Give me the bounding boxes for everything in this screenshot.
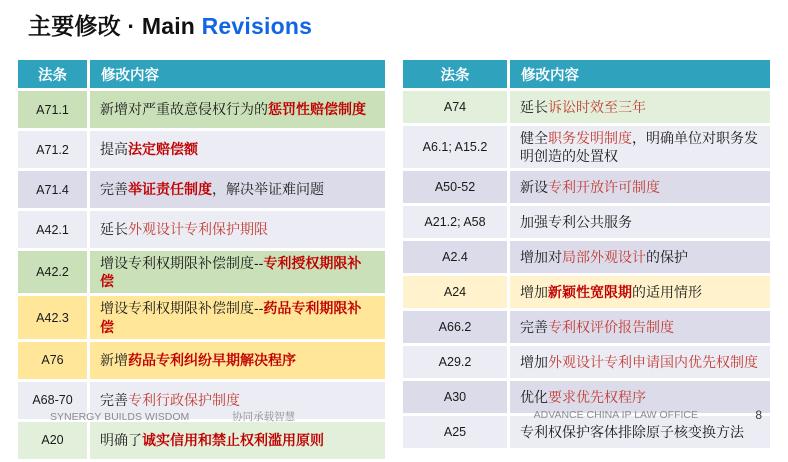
content-cell xyxy=(90,251,385,293)
table-row xyxy=(403,206,770,238)
content-cell xyxy=(510,311,770,343)
content-segment: ，明确单位对职务发明创造的处置权 xyxy=(520,130,758,165)
article-cell: A76 xyxy=(18,342,90,379)
content-segment: 药品专利期限补偿 xyxy=(100,300,362,335)
content-segment: 完善 xyxy=(100,392,128,409)
table-header-cell: 修改内容 xyxy=(90,60,385,88)
table-row xyxy=(403,91,770,123)
article-cell: A71.2 xyxy=(18,131,90,168)
revisions-table-left xyxy=(18,57,385,462)
article-cell: A50-52 xyxy=(403,171,510,203)
content-segment: 专利授权期限补偿 xyxy=(100,255,362,290)
content-segment: 诚实信用和禁止权利滥用原则 xyxy=(142,432,324,449)
article-cell: A66.2 xyxy=(403,311,510,343)
table-row xyxy=(18,251,385,293)
content-cell xyxy=(510,206,770,238)
content-segment: 健全 xyxy=(520,130,548,146)
content-segment: 增设专利权期限补偿制度-- xyxy=(100,300,264,317)
article-cell: A71.1 xyxy=(18,91,90,128)
content-segment: 新颖性宽限期 xyxy=(548,284,632,301)
article-cell: A6.1; A15.2 xyxy=(403,126,510,168)
table-header-cell: 法条 xyxy=(18,60,90,88)
content-cell xyxy=(90,211,385,248)
content-segment: 外观设计专利保护期限 xyxy=(128,221,268,238)
content-cell xyxy=(90,91,385,128)
table-row xyxy=(18,171,385,208)
content-segment: 新增对严重故意侵权行为的 xyxy=(100,101,268,118)
table-row xyxy=(18,131,385,168)
content-segment: 增加 xyxy=(520,284,548,301)
content-cell xyxy=(510,91,770,123)
page-number: 8 xyxy=(755,408,762,422)
table-row xyxy=(18,91,385,128)
content-segment: 新增 xyxy=(100,352,128,369)
content-segment: 的保护 xyxy=(646,249,688,266)
content-cell xyxy=(510,276,770,308)
content-segment: 诉讼时效至三年 xyxy=(548,98,646,115)
slide-footer xyxy=(0,404,788,428)
table-header-cell: 修改内容 xyxy=(510,60,770,88)
article-cell: A42.2 xyxy=(18,251,90,293)
article-cell: A68-70 xyxy=(18,382,90,419)
table-row xyxy=(403,241,770,273)
content-cell xyxy=(90,131,385,168)
content-segment: 完善 xyxy=(100,181,128,198)
table-header-row xyxy=(403,60,770,88)
table-row xyxy=(403,346,770,378)
content-segment: 法定赔偿额 xyxy=(128,141,198,158)
content-segment: 完善 xyxy=(520,319,548,336)
content-cell xyxy=(90,171,385,208)
revisions-table-right xyxy=(403,57,770,451)
content-segment: 的适用情形 xyxy=(632,284,702,301)
content-segment: 药品专利纠纷早期解决程序 xyxy=(128,352,296,369)
article-cell: A20 xyxy=(18,422,90,459)
article-cell: A42.3 xyxy=(18,296,90,338)
content-segment: 加强专利公共服务 xyxy=(520,214,632,231)
content-cell xyxy=(510,126,770,168)
content-segment: 明确了 xyxy=(100,432,142,449)
content-cell xyxy=(510,346,770,378)
article-cell: A29.2 xyxy=(403,346,510,378)
content-segment: 增设专利权期限补偿制度-- xyxy=(100,255,264,271)
content-segment: 惩罚性赔偿制度 xyxy=(268,101,366,118)
content-segment: 举证责任制度 xyxy=(128,181,212,198)
footer-slogan-zh: 协同承载智慧 xyxy=(232,411,296,423)
article-cell: A24 xyxy=(403,276,510,308)
content-segment: 局部外观设计 xyxy=(562,249,646,266)
table-header-row xyxy=(18,60,385,88)
page-title xyxy=(28,8,312,41)
footer-slogan-en: SYNERGY BUILDS WISDOM xyxy=(50,411,190,423)
page-title-main: 主要修改 · Main xyxy=(28,13,196,39)
content-segment: 专利行政保护制度 xyxy=(128,392,240,409)
content-segment: 专利权评价报告制度 xyxy=(548,319,674,336)
content-segment: 外观设计专利申请国内优先权制度 xyxy=(548,354,758,371)
article-cell: A30 xyxy=(403,381,510,413)
table-header-cell: 法条 xyxy=(403,60,510,88)
content-segment: 职务发明制度 xyxy=(548,130,632,146)
content-segment: ，解决举证难问题 xyxy=(212,181,324,198)
content-segment: 增加对 xyxy=(520,249,562,266)
content-segment: 优化 xyxy=(520,389,548,406)
article-cell: A42.1 xyxy=(18,211,90,248)
content-cell xyxy=(90,342,385,379)
table-row xyxy=(18,296,385,338)
article-cell: A2.4 xyxy=(403,241,510,273)
content-segment: 要求优先权程序 xyxy=(548,389,646,406)
content-segment: 专利权保护客体排除原子核变换方法 xyxy=(520,424,744,441)
page-title-accent: Revisions xyxy=(201,13,313,39)
content-segment: 延长 xyxy=(100,221,128,238)
article-cell: A71.4 xyxy=(18,171,90,208)
article-cell: A74 xyxy=(403,91,510,123)
content-cell xyxy=(510,171,770,203)
table-row xyxy=(403,171,770,203)
article-cell: A21.2; A58 xyxy=(403,206,510,238)
content-segment: 专利开放许可制度 xyxy=(548,179,660,196)
footer-left xyxy=(50,409,295,424)
table-row xyxy=(403,126,770,168)
content-segment: 提高 xyxy=(100,141,128,158)
content-cell xyxy=(510,241,770,273)
footer-firm-name: ADVANCE CHINA IP LAW OFFICE xyxy=(533,409,698,421)
content-segment: 延长 xyxy=(520,98,548,115)
content-segment: 新设 xyxy=(520,179,548,196)
content-cell xyxy=(90,296,385,338)
article-cell: A25 xyxy=(403,416,510,448)
table-row xyxy=(18,342,385,379)
table-row xyxy=(403,311,770,343)
table-row xyxy=(18,211,385,248)
content-segment: 增加 xyxy=(520,354,548,371)
table-row xyxy=(403,276,770,308)
